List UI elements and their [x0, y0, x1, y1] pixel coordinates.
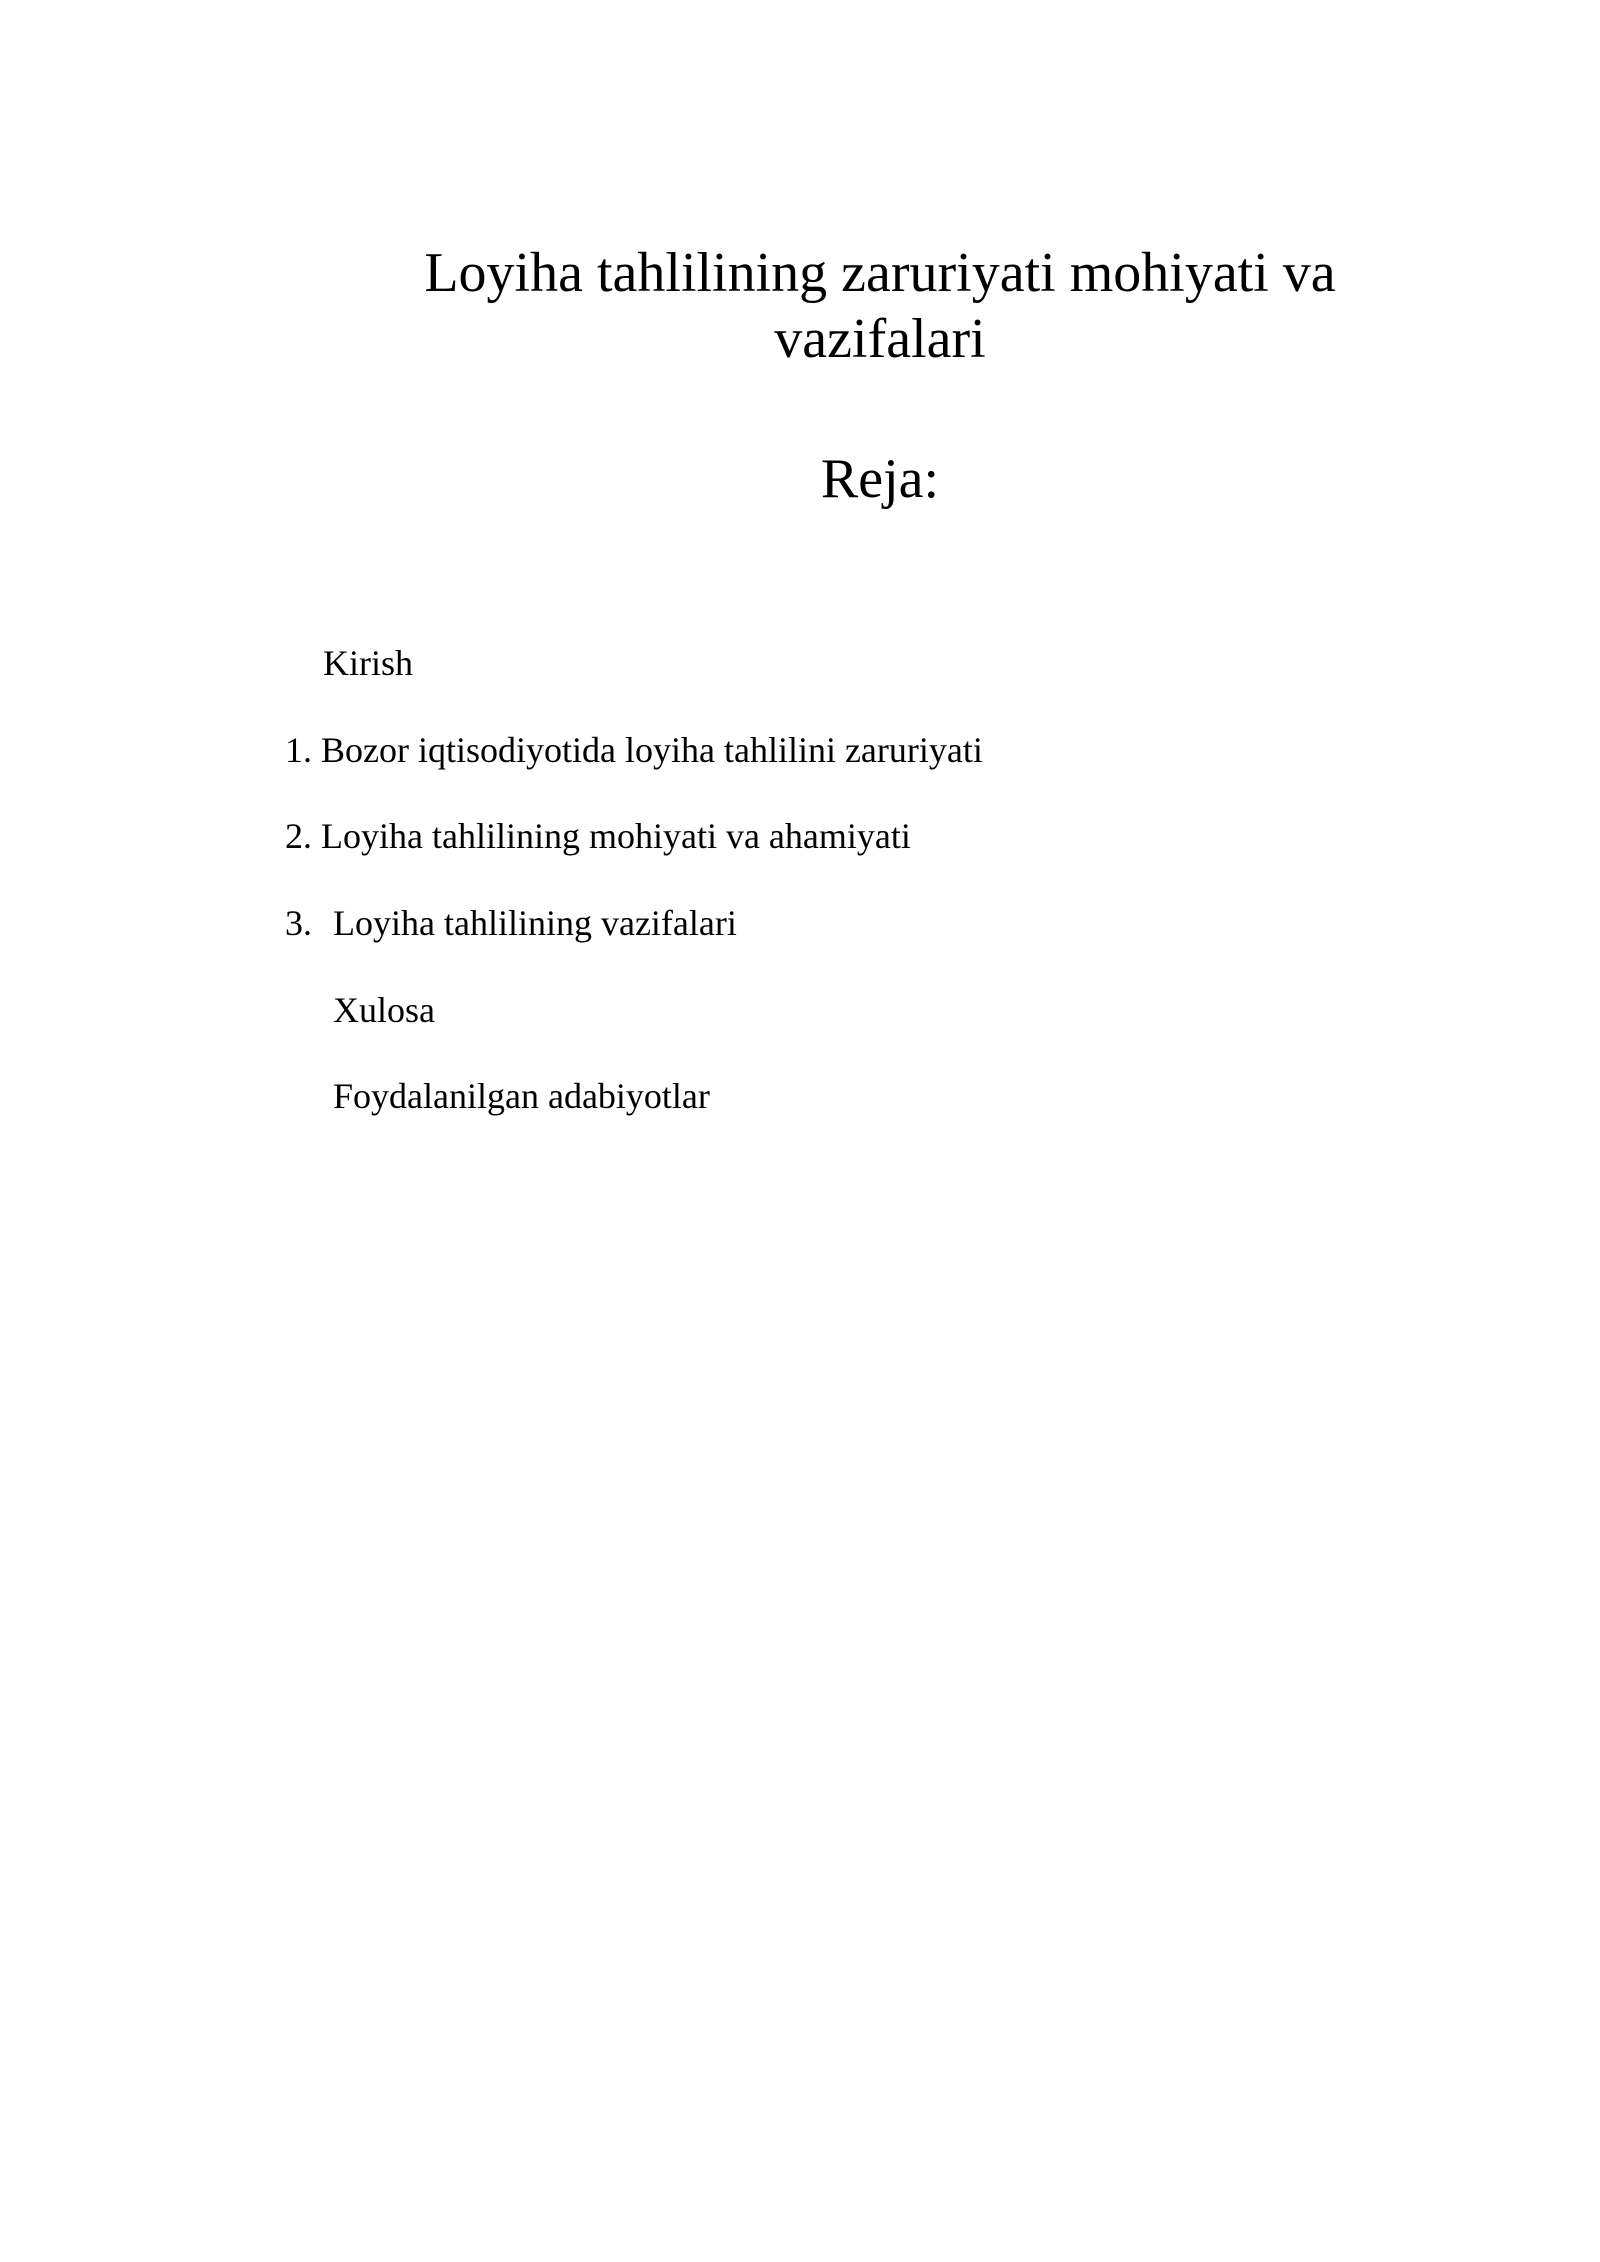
plan-item-text: Kirish: [323, 643, 413, 683]
plan-item-xulosa: [333, 988, 435, 1032]
plan-item-text: Loyiha tahlilining mohiyati va ahamiyati: [321, 816, 911, 856]
plan-item-number: 2.: [285, 816, 312, 856]
plan-item-adabiyotlar: [333, 1074, 710, 1118]
plan-heading: Reja:: [820, 448, 940, 510]
plan-item-text: Loyiha tahlilining vazifalari: [333, 903, 737, 943]
plan-item-3: [285, 901, 737, 945]
plan-item-kirish: [323, 641, 413, 685]
plan-item-1: [285, 728, 983, 772]
plan-item-number: 3.: [285, 903, 312, 943]
plan-item-text: Bozor iqtisodiyotida loyiha tahlilini zaruriyati: [321, 730, 983, 770]
document-title-line-1: Loyiha tahlilining zaruriyati mohiyati va: [424, 242, 1336, 304]
plan-item-text: Foydalanilgan adabiyotlar: [333, 1076, 710, 1116]
document-title: [380, 240, 1380, 372]
plan-item-2: [285, 814, 911, 858]
plan-item-text: Xulosa: [333, 990, 435, 1030]
document-title-line-2: vazifalari: [774, 308, 986, 370]
plan-item-number: 1.: [285, 730, 312, 770]
